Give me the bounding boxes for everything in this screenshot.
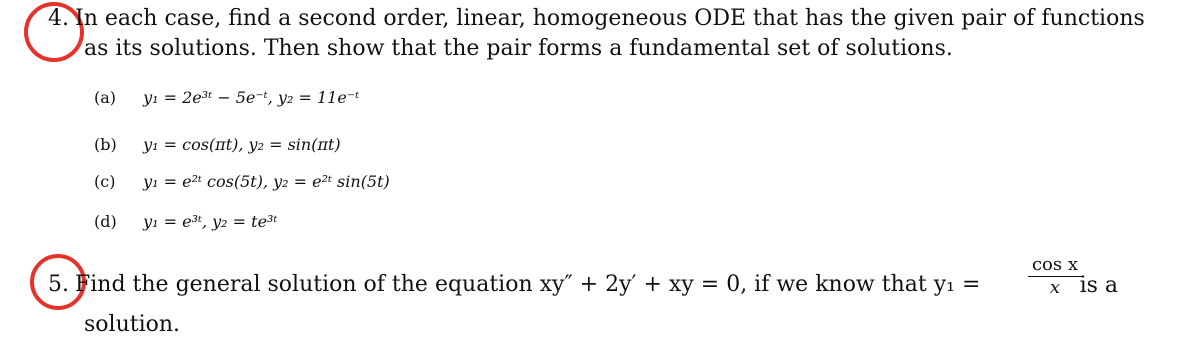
- fraction-denominator: x: [1049, 277, 1061, 298]
- problem-5-text-1: Find the general solution of the equation xy″ + 2y′ + xy = 0, if we know that y₁ =: [75, 272, 981, 297]
- part-d: [94, 212, 277, 231]
- problem-4-number: 4.: [48, 6, 69, 31]
- problem-5: [48, 270, 1168, 300]
- part-c-math: y₁ = e²ᵗ cos(5t), y₂ = e²ᵗ sin(5t): [143, 172, 390, 191]
- part-b-math: y₁ = cos(πt), y₂ = sin(πt): [143, 135, 341, 154]
- problem-5-text-2: solution.: [84, 312, 181, 337]
- part-d-math: y₁ = e³ᵗ, y₂ = te³ᵗ: [143, 212, 278, 231]
- part-a-label: (a): [94, 88, 117, 107]
- fraction-numerator: cos x: [1028, 254, 1082, 277]
- problem-4-line-1: [48, 4, 1168, 34]
- problem-5-tail: is a: [1079, 273, 1118, 298]
- problem-4-text-1: In each case, find a second order, linear, homogeneous ODE that has the given pair of functions: [75, 6, 1145, 31]
- part-b-label: (b): [94, 135, 117, 154]
- part-a-math: y₁ = 2e³ᵗ − 5e⁻ᵗ, y₂ = 11e⁻ᵗ: [143, 88, 360, 107]
- part-d-label: (d): [94, 212, 117, 231]
- part-b: [94, 135, 341, 154]
- part-c-label: (c): [94, 172, 116, 191]
- problem-4-text-2: as its solutions. Then show that the pair forms a fundamental set of solutions.: [84, 36, 953, 61]
- problem-4: [48, 4, 1168, 64]
- problem-5-line-1: [48, 270, 1168, 300]
- fraction-cos-x-over-x: [1028, 254, 1082, 299]
- part-a: [94, 88, 359, 107]
- part-c: [94, 172, 390, 191]
- problem-5-number: 5.: [48, 272, 69, 297]
